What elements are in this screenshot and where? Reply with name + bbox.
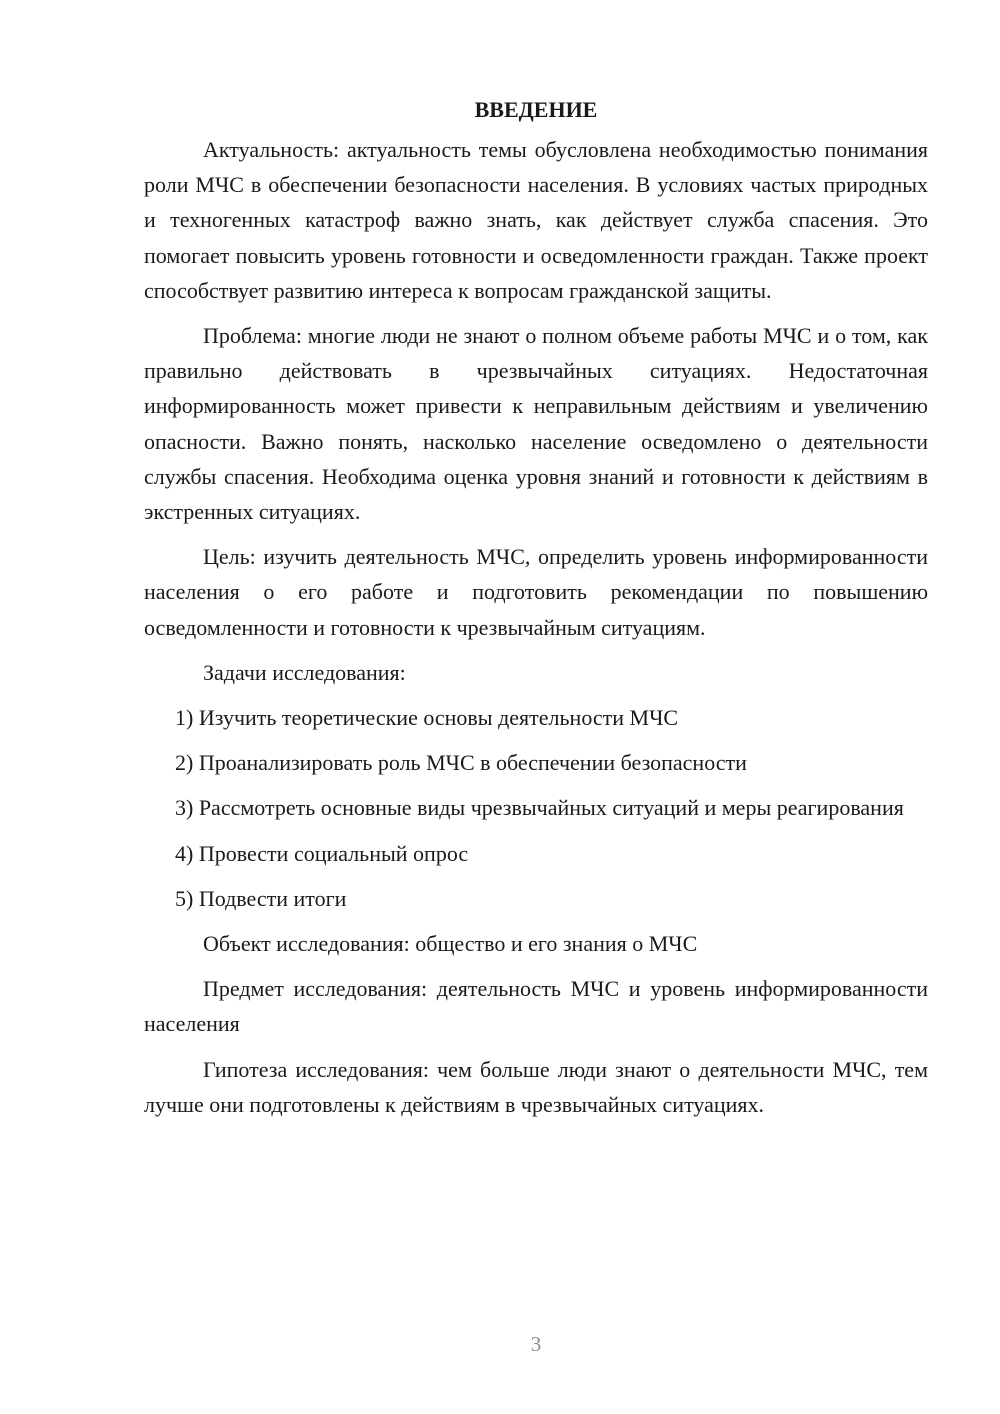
task-item: 5) Подвести итоги [175, 885, 347, 911]
problem-paragraph: Проблема: многие люди не знают о полном объеме работы МЧС и о том, как правильно действовать в чрезвычайных ситуациях. Недостаточная информированность может привести к неправильным действиям и увеличению опасности. Важно понять, насколько население осведомлено о деятельности службы спасения. Необходима оценка уровня знаний и готовности к действиям в экстренных ситуациях. [144, 323, 928, 525]
object-paragraph: Объект исследования: общество и его знания о МЧС [203, 931, 698, 957]
task-item: 1) Изучить теоретические основы деятельности МЧС [175, 705, 679, 731]
section-title: ВВЕДЕНИЕ [474, 97, 598, 122]
page-number: 3 [530, 1332, 542, 1356]
task-item: 4) Провести социальный опрос [175, 840, 469, 866]
document-body [144, 92, 928, 1132]
relevance-paragraph: Актуальность: актуальность темы обусловлена необходимостью понимания роли МЧС в обеспечении безопасности населения. В условиях частых природных и техногенных катастроф важно знать, как действует служба спасения. Это помогает повысить уровень готовности и осведомленности граждан. Также проект способствует развитию интереса к вопросам гражданской защиты. [144, 137, 928, 303]
task-item: 3) Рассмотреть основные виды чрезвычайных ситуаций и меры реагирования [175, 795, 904, 821]
subject-paragraph: Предмет исследования: деятельность МЧС и уровень информированности населения [144, 976, 928, 1037]
goal-paragraph: Цель: изучить деятельность МЧС, определить уровень информированности населения о его работе и подготовить рекомендации по повышению осведомленности и готовности к чрезвычайным ситуациям. [144, 544, 928, 640]
tasks-heading: Задачи исследования: [203, 659, 406, 685]
hypothesis-paragraph: Гипотеза исследования: чем больше люди знают о деятельности МЧС, тем лучше они подготовлены к действиям в чрезвычайных ситуациях. [144, 1056, 928, 1117]
task-item: 2) Проанализировать роль МЧС в обеспечении безопасности [175, 750, 747, 776]
